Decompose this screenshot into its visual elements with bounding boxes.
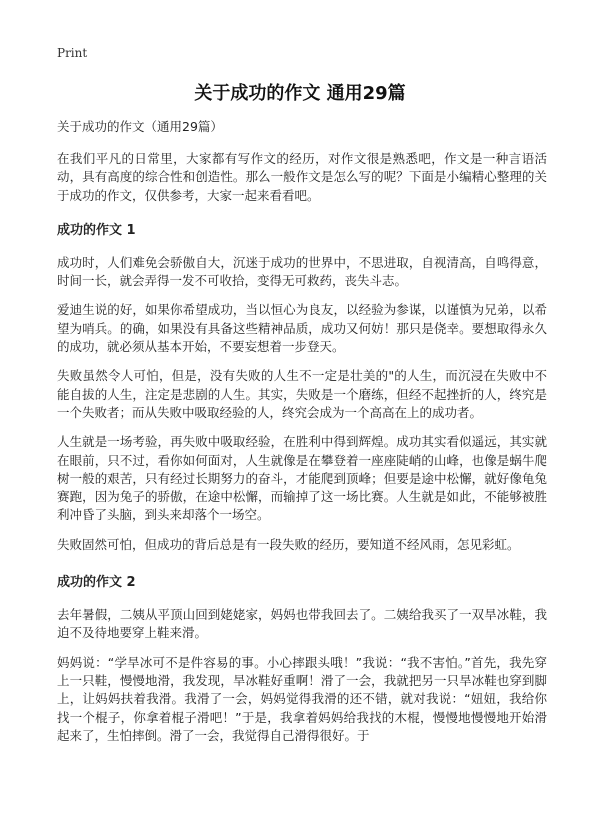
paragraph: 去年暑假，二姨从平顶山回到姥姥家，妈妈也带我回去了。二姨给我买了一双旱冰鞋，我迫不及待地要穿上鞋来滑。	[57, 607, 547, 641]
print-link[interactable]: Print	[57, 46, 88, 60]
page-title: 关于成功的作文 通用29篇	[194, 83, 406, 104]
article-body	[57, 118, 547, 756]
paragraph: 爱迪生说的好，如果你希望成功，当以恒心为良友，以经验为参谋，以谨慎为兄弟，以希望为哨兵。的确，如果没有具备这些精神品质，成功又何妨！那只是侥幸。要想取得永久的成功，就必须从基本开始，不要妄想着一步登天。	[57, 302, 547, 355]
paragraph: 失败虽然令人可怕，但是，没有失败的人生不一定是壮美的"的人生，而沉浸在失败中不能自拔的人生，注定是悲剧的人生。其实，失败是一个磨练，但经不起挫折的人，终究是一个失败者；而从失败中吸取经验的人，终究会成为一个高高在上的成功者。	[57, 368, 547, 420]
paragraph: 人生就是一场考验，再失败中吸取经验，在胜利中得到辉煌。成功其实看似遥远，其实就在眼前，只不过，看你如何面对，人生就像是在攀登着一座座陡峭的山峰，也像是蜗牛爬树一般的艰苦，只有经过长期努力的奋斗，才能爬到顶峰；但要是途中松懈，就好像龟兔赛跑，因为兔子的骄傲，在途中松懈，而输掉了这一场比赛。人生就是如此，不能够被胜利冲昏了头脑，到头来却落个一场空。	[57, 434, 547, 523]
article-subtitle: 关于成功的作文（通用29篇）	[57, 119, 223, 134]
paragraph: 成功时，人们难免会骄傲自大，沉迷于成功的世界中，不思进取，自视清高，自鸣得意，时间一长，就会弄得一发不可收拾，变得无可救药，丧失斗志。	[57, 254, 547, 289]
paragraph: 失败固然可怕，但成功的背后总是有一段失败的经历，要知道不经风雨，怎见彩虹。	[57, 536, 520, 552]
paragraph: 妈妈说：“学旱冰可不是件容易的事。小心摔跟头哦！”我说：“我不害怕。”首先，我先穿上一只鞋，慢慢地滑，我发现，旱冰鞋好重啊！滑了一会，我就把另一只旱冰鞋也穿到脚上，让妈妈扶着我滑。我滑了一会，妈妈觉得我滑的还不错，就对我说：“妞妞，我给你找一个棍子，你拿着棍子滑吧！”于是，我拿着妈妈给我找的木棍，慢慢地慢慢地开始滑起来了，生怕摔倒。滑了一会，我觉得自己滑得很好。于	[57, 654, 547, 743]
section-heading-2: 成功的作文 2	[57, 575, 136, 591]
section-heading-1: 成功的作文 1	[57, 222, 136, 238]
intro-paragraph: 在我们平凡的日常里，大家都有写作文的经历，对作文很是熟悉吧，作文是一种言语活动，具有高度的综合性和创造性。那么一般作文是怎么写的呢？下面是小编精心整理的关于成功的作文，仅供参考，大家一起来看看吧。	[57, 151, 547, 203]
